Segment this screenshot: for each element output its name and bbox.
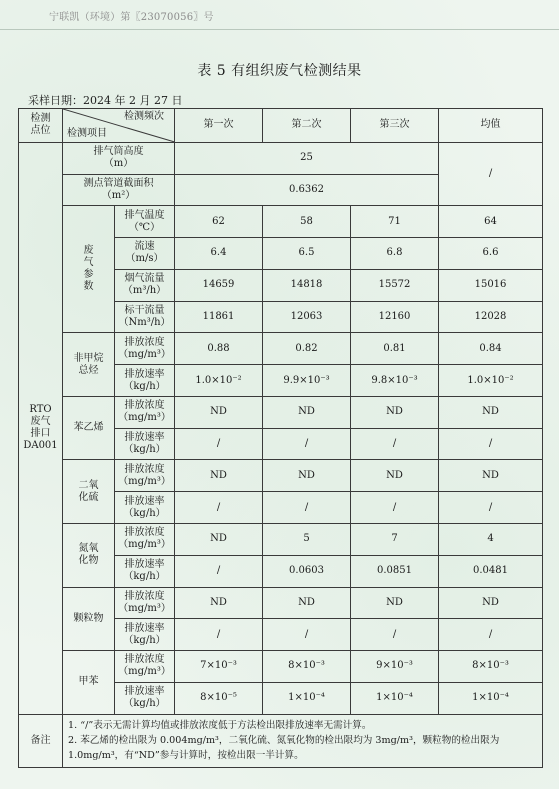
pollutant-metric-label: 排放速率 （kg/h） [115, 492, 175, 524]
pollutant-value: 0.0481 [439, 555, 543, 587]
flue-param-label: 标干流量 （Nm³/h） [115, 301, 175, 333]
section-area-label: 测点管道截面积 （m²） [63, 174, 175, 206]
pollutant-value: ND [263, 460, 351, 492]
pollutant-name: 非甲烷 总烃 [63, 333, 115, 397]
pollutant-value: 0.82 [263, 333, 351, 365]
flue-param-value: 14818 [263, 269, 351, 301]
pollutant-value: / [439, 619, 543, 651]
pollutant-value: 5 [263, 524, 351, 556]
pollutant-name: 颗粒物 [63, 587, 115, 651]
flue-param-value: 12028 [439, 301, 543, 333]
header-col-2: 第二次 [263, 109, 351, 143]
pollutant-value: 0.84 [439, 333, 543, 365]
pollutant-value: ND [263, 587, 351, 619]
pollutant-value: 9.9×10⁻³ [263, 365, 351, 397]
flue-param-value: 15016 [439, 269, 543, 301]
report-number: 宁联凯（环境）第〖23070056〗号 [49, 12, 214, 23]
flue-param-value: 71 [351, 206, 439, 238]
pollutant-value: / [175, 619, 263, 651]
pollutant-value: 7 [351, 524, 439, 556]
pollutant-metric-label: 排放浓度 （mg/m³） [115, 651, 175, 683]
pollutant-metric-label: 排放速率 （kg/h） [115, 428, 175, 460]
pollutant-value: 8×10⁻³ [263, 651, 351, 683]
pollutant-value: 7×10⁻³ [175, 651, 263, 683]
pollutant-value: ND [439, 587, 543, 619]
pollutant-value: / [351, 492, 439, 524]
pollutant-value: / [351, 428, 439, 460]
notes-label: 备注 [19, 714, 63, 767]
pollutant-value: / [175, 555, 263, 587]
pollutant-metric-label: 排放浓度 （mg/m³） [115, 587, 175, 619]
header-item: 检测项目 [67, 127, 107, 139]
pollutant-value: ND [175, 524, 263, 556]
note-line: 1. “/”表示无需计算均值或排放浓度低于方法检出限排放速率无需计算。 [68, 719, 372, 731]
pollutant-value: ND [175, 396, 263, 428]
pollutant-value: 1×10⁻⁴ [263, 682, 351, 714]
pollutant-value: ND [439, 396, 543, 428]
header-col-3: 第三次 [351, 109, 439, 143]
pollutant-value: 0.0851 [351, 555, 439, 587]
flue-param-value: 12063 [263, 301, 351, 333]
pollutant-name: 苯乙烯 [63, 396, 115, 460]
pollutant-value: 0.88 [175, 333, 263, 365]
pollutant-value: / [175, 428, 263, 460]
flue-param-value: 6.6 [439, 238, 543, 270]
pollutant-value: 8×10⁻⁵ [175, 682, 263, 714]
pollutant-value: ND [351, 396, 439, 428]
pollutant-value: 0.0603 [263, 555, 351, 587]
point-cell: RTO 废气 排口 DA001 [19, 142, 63, 714]
pollutant-value: / [263, 428, 351, 460]
header-divider [0, 29, 559, 30]
section-area-value: 0.6362 [175, 174, 439, 206]
flue-param-value: 6.5 [263, 238, 351, 270]
stack-height-value: 25 [175, 142, 439, 174]
pollutant-metric-label: 排放浓度 （mg/m³） [115, 524, 175, 556]
params-mean-merged: / [439, 142, 543, 206]
flue-param-label: 排气温度 （℃） [115, 206, 175, 238]
stack-height-label: 排气筒高度 （m） [63, 142, 175, 174]
flue-param-value: 64 [439, 206, 543, 238]
pollutant-metric-label: 排放浓度 （mg/m³） [115, 460, 175, 492]
flue-param-label: 烟气流量 （m³/h） [115, 269, 175, 301]
pollutant-metric-label: 排放速率 （kg/h） [115, 555, 175, 587]
pollutant-value: / [439, 492, 543, 524]
pollutant-value: 9.8×10⁻³ [351, 365, 439, 397]
sample-date: 采样日期：2024 年 2 月 27 日 [28, 94, 183, 107]
pollutant-value: ND [175, 460, 263, 492]
pollutant-metric-label: 排放浓度 （mg/m³） [115, 396, 175, 428]
pollutant-metric-label: 排放浓度 （mg/m³） [115, 333, 175, 365]
pollutant-value: ND [351, 460, 439, 492]
flue-param-value: 6.4 [175, 238, 263, 270]
pollutant-value: / [439, 428, 543, 460]
header-col-4: 均值 [439, 109, 543, 143]
flue-param-value: 11861 [175, 301, 263, 333]
flue-group-label: 废 气 参 数 [63, 206, 115, 333]
pollutant-metric-label: 排放速率 （kg/h） [115, 365, 175, 397]
pollutant-value: / [351, 619, 439, 651]
pollutant-value: 1×10⁻⁴ [439, 682, 543, 714]
results-table [18, 108, 543, 768]
flue-param-value: 6.8 [351, 238, 439, 270]
pollutant-value: ND [175, 587, 263, 619]
pollutant-value: 1×10⁻⁴ [351, 682, 439, 714]
pollutant-name: 二氧 化硫 [63, 460, 115, 524]
pollutant-value: ND [263, 396, 351, 428]
pollutant-value: / [263, 619, 351, 651]
flue-param-value: 58 [263, 206, 351, 238]
pollutant-value: 8×10⁻³ [439, 651, 543, 683]
pollutant-metric-label: 排放速率 （kg/h） [115, 682, 175, 714]
pollutant-value: ND [351, 587, 439, 619]
header-diagonal [63, 109, 175, 143]
pollutant-name: 甲苯 [63, 651, 115, 715]
header-point: 检测 点位 [19, 109, 63, 143]
pollutant-value: / [175, 492, 263, 524]
flue-param-value: 14659 [175, 269, 263, 301]
notes-cell [63, 714, 543, 767]
pollutant-value: 9×10⁻³ [351, 651, 439, 683]
pollutant-value: 1.0×10⁻² [439, 365, 543, 397]
pollutant-value: 1.0×10⁻² [175, 365, 263, 397]
header-col-1: 第一次 [175, 109, 263, 143]
pollutant-name: 氮氧 化物 [63, 524, 115, 588]
pollutant-metric-label: 排放速率 （kg/h） [115, 619, 175, 651]
pollutant-value: 4 [439, 524, 543, 556]
header-frequency: 检测频次 [124, 111, 164, 122]
flue-param-value: 12160 [351, 301, 439, 333]
table-title: 表 5 有组织废气检测结果 [197, 63, 362, 79]
pollutant-value: ND [439, 460, 543, 492]
pollutant-value: / [263, 492, 351, 524]
note-line: 2. 苯乙烯的检出限为 0.004mg/m³，二氧化硫、氮氧化物的检出限均为 3mg/m³，颗粒物的检出限为 1.0mg/m³，有“ND”参与计算时，按检出限一半计算。 [68, 735, 500, 762]
pollutant-value: 0.81 [351, 333, 439, 365]
flue-param-value: 15572 [351, 269, 439, 301]
flue-param-value: 62 [175, 206, 263, 238]
flue-param-label: 流速 （m/s） [115, 238, 175, 270]
